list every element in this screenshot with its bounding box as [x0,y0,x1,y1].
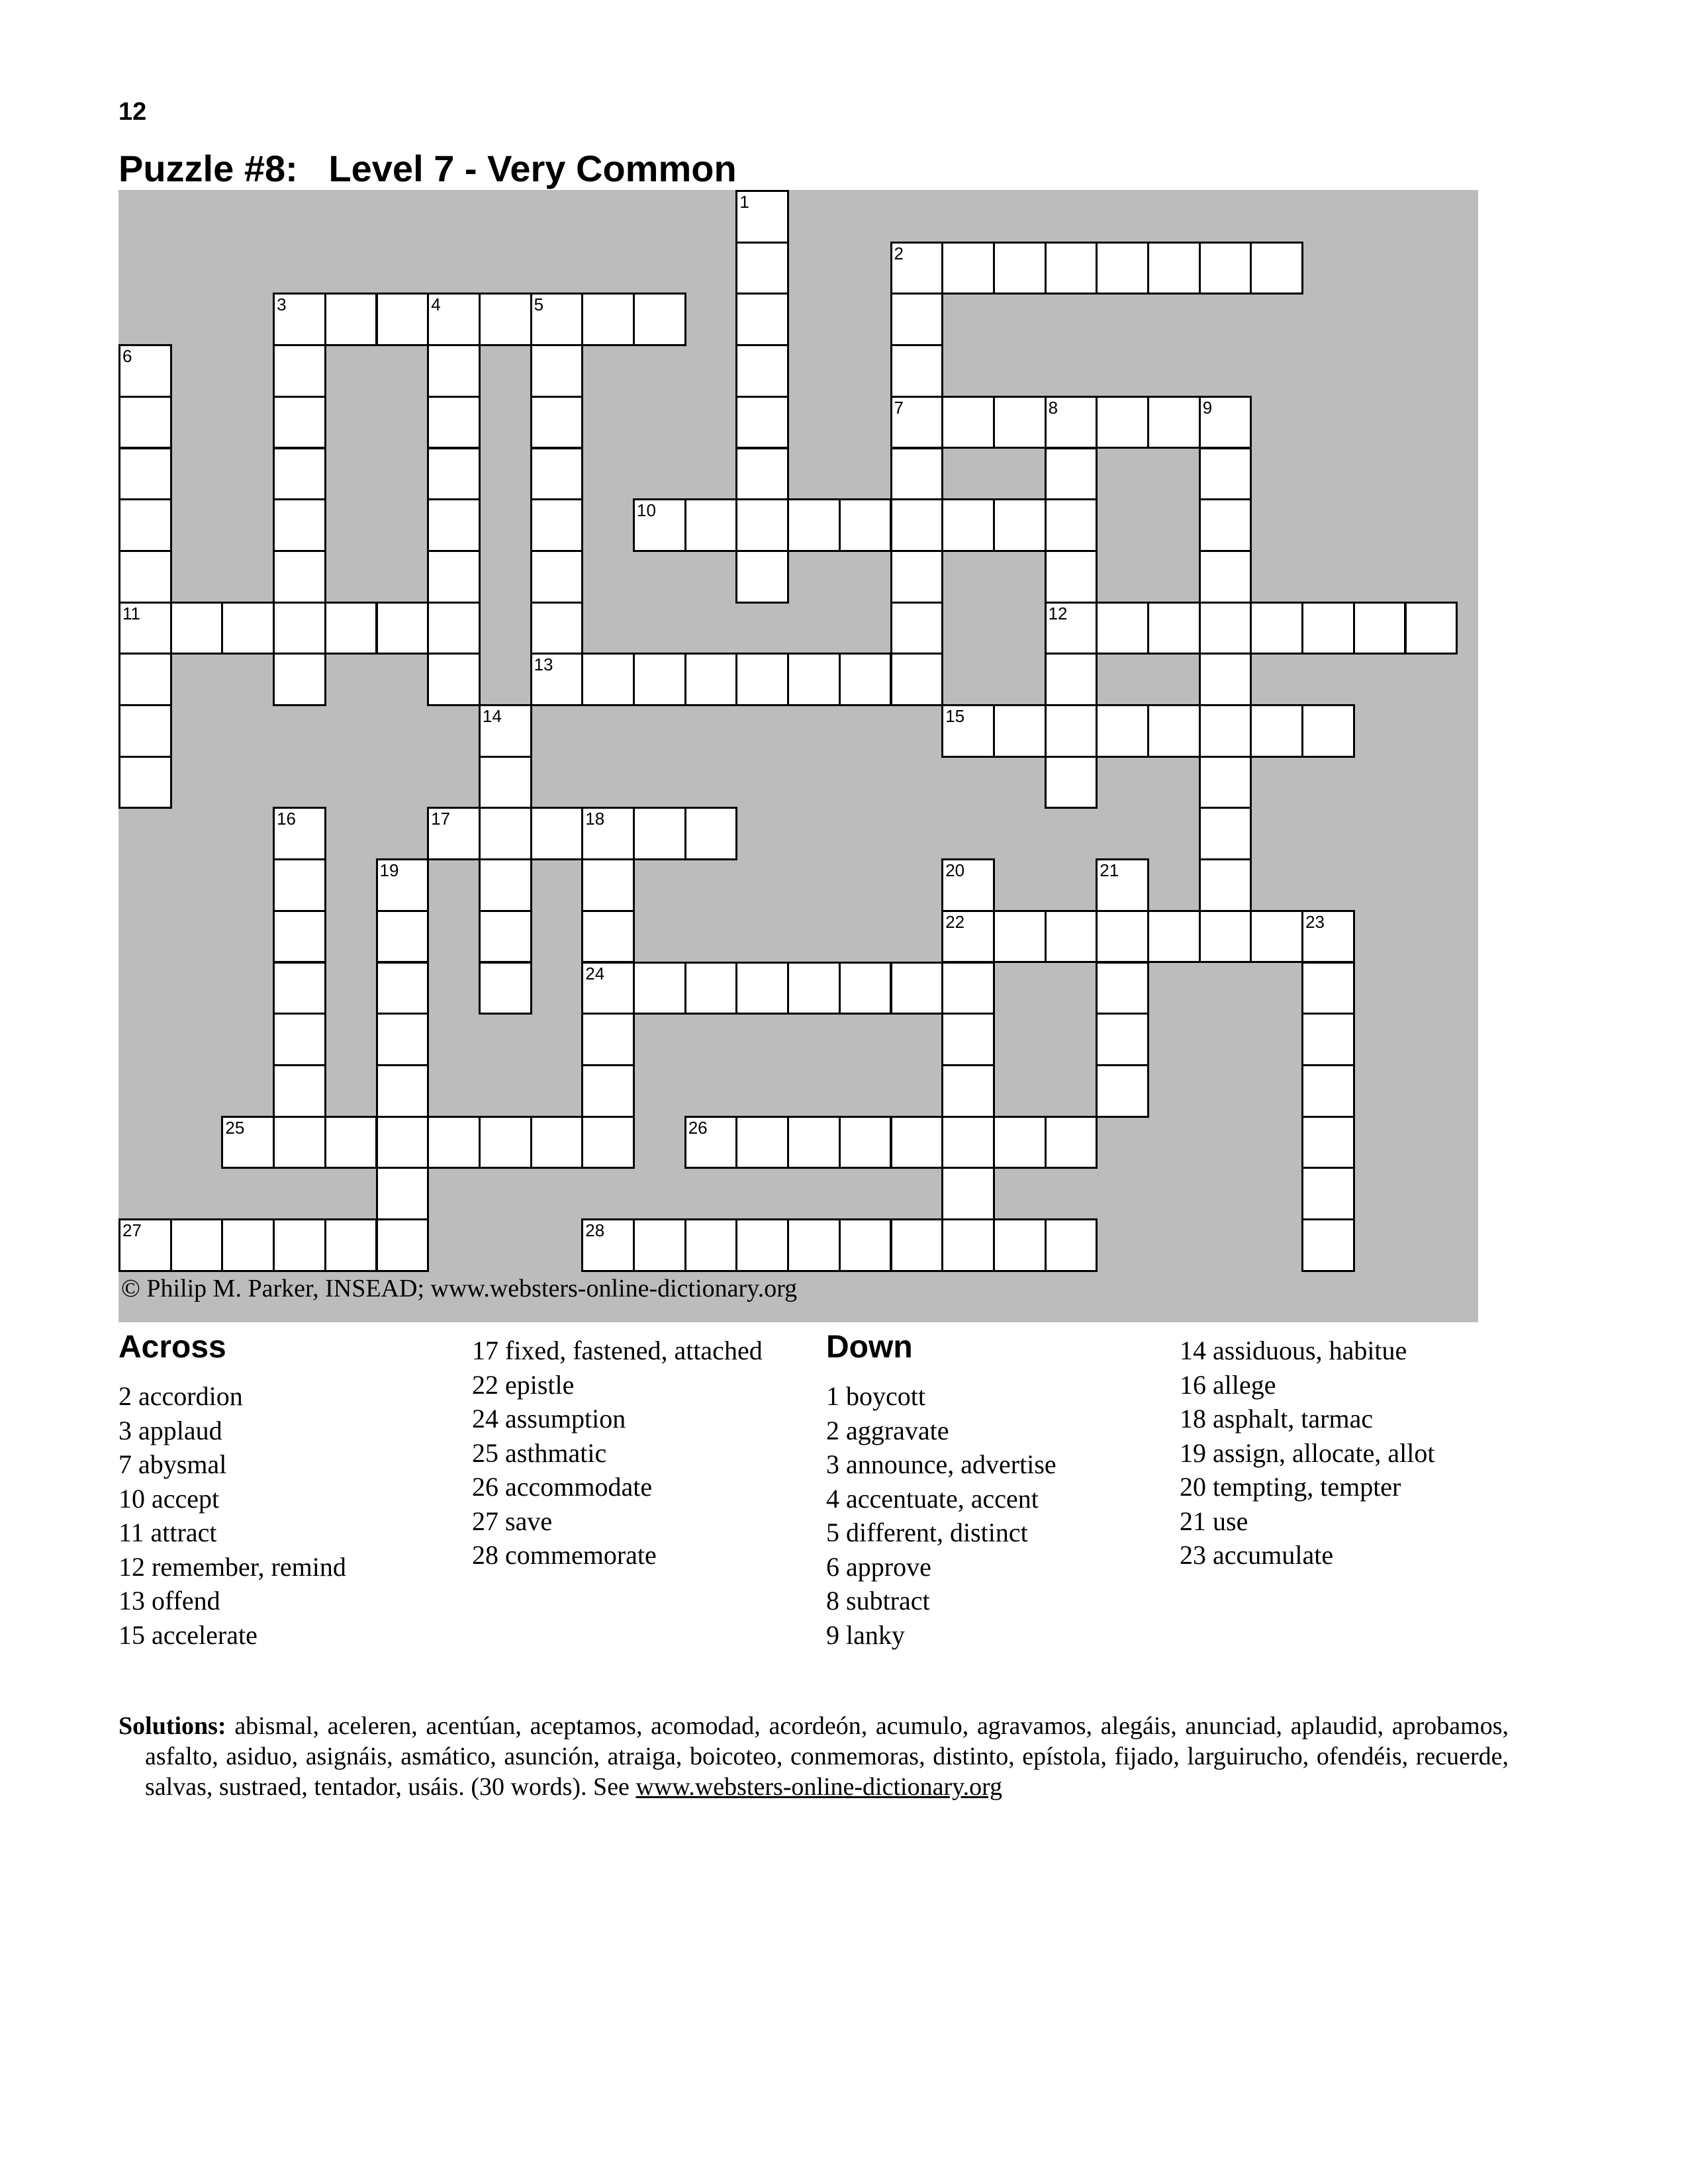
down-clue: 6 approve [826,1551,931,1582]
grid-cell[interactable] [1199,858,1252,912]
grid-cell[interactable] [170,1218,224,1272]
grid-cell[interactable] [1045,910,1098,964]
grid-cell[interactable] [427,447,481,501]
grid-cell[interactable] [1199,242,1252,295]
grid-cell[interactable] [376,1218,430,1272]
cell-number: 8 [1048,397,1058,418]
grid-cell[interactable] [890,962,944,1015]
grid-cell[interactable] [633,962,686,1015]
down-clue: 4 accentuate, accent [826,1483,1039,1514]
down-clue: 18 asphalt, tarmac [1180,1404,1374,1433]
grid-cell[interactable] [530,447,584,501]
grid-cell[interactable] [1301,602,1355,655]
down-clue: 1 boycott [826,1381,925,1411]
grid-cell[interactable] [735,344,789,398]
grid-cell[interactable] [735,1218,789,1272]
down-heading: Down [826,1330,913,1365]
down-clue: 9 lanky [826,1619,905,1650]
across-clue: 13 offend [118,1586,220,1615]
grid-cell[interactable] [1301,1218,1355,1272]
grid-cell[interactable] [376,1013,430,1066]
cell-number: 22 [945,911,965,932]
grid-cell[interactable] [1199,396,1252,449]
crossword-grid [118,190,1478,1322]
cell-number: 20 [945,860,965,881]
grid-cell[interactable] [633,653,686,706]
cell-number: 13 [534,655,553,675]
grid-cell[interactable] [427,396,481,449]
grid-cell[interactable] [427,653,481,706]
grid-cell[interactable] [890,447,944,501]
grid-cell[interactable] [273,293,326,346]
grid-cell[interactable] [479,807,532,860]
cell-number: 19 [379,860,399,881]
grid-cell[interactable] [787,1218,841,1272]
cell-number: 3 [277,295,287,315]
grid-cell[interactable] [890,344,944,398]
grid-cell[interactable] [479,756,532,809]
grid-cell[interactable] [735,1116,789,1169]
grid-cell[interactable] [993,396,1047,449]
grid-cell[interactable] [684,498,738,552]
grid-cell[interactable] [839,1116,892,1169]
grid-cell[interactable] [941,962,995,1015]
grid-cell[interactable] [530,396,584,449]
down-clue: 2 aggravate [826,1415,949,1445]
grid-cell[interactable] [581,910,635,964]
grid-cell[interactable] [1301,1167,1355,1220]
grid-cell[interactable] [1096,602,1149,655]
grid-cell[interactable] [427,1116,481,1169]
cell-number: 11 [122,603,140,623]
grid-cell[interactable] [118,653,172,706]
grid-cell[interactable] [118,447,172,501]
grid-cell[interactable] [633,807,686,860]
grid-cell[interactable] [1250,910,1303,964]
grid-cell[interactable] [273,447,326,501]
grid-cell[interactable] [581,962,635,1015]
grid-cell[interactable] [479,1116,532,1169]
grid-cell[interactable] [1199,756,1252,809]
grid-cell[interactable] [993,242,1047,295]
across-clue: 3 applaud [118,1415,222,1445]
cell-number: 16 [277,809,297,829]
grid-cell[interactable] [479,858,532,912]
grid-cell[interactable] [839,962,892,1015]
grid-cell[interactable] [273,858,326,912]
grid-cell[interactable] [273,498,326,552]
grid-cell[interactable] [273,1064,326,1118]
grid-cell[interactable] [273,602,326,655]
grid-cell[interactable] [479,704,532,758]
grid-cell[interactable] [1147,396,1201,449]
cell-number: 24 [585,963,605,983]
grid-cell[interactable] [890,242,944,295]
grid-cell[interactable] [787,653,841,706]
down-clue: 23 accumulate [1180,1540,1334,1570]
grid-cell[interactable] [1147,242,1201,295]
grid-cell[interactable] [1250,602,1303,655]
grid-cell[interactable] [839,1218,892,1272]
grid-cell[interactable] [1199,498,1252,552]
grid-cell[interactable] [376,858,430,912]
grid-cell[interactable] [581,1116,635,1169]
grid-cell[interactable] [1147,704,1201,758]
grid-cell[interactable] [581,1218,635,1272]
grid-cell[interactable] [221,602,275,655]
grid-cell[interactable] [1199,807,1252,860]
cell-number: 4 [431,295,441,315]
solutions-label: Solutions: [118,1712,226,1740]
grid-cell[interactable] [1301,962,1355,1015]
grid-cell[interactable] [787,498,841,552]
grid-cell[interactable] [890,1116,944,1169]
grid-cell[interactable] [1147,602,1201,655]
grid-cell[interactable] [735,498,789,552]
grid-cell[interactable] [633,498,686,552]
down-clue: 16 allege [1180,1369,1276,1400]
grid-cell[interactable] [1250,704,1303,758]
grid-cell[interactable] [530,498,584,552]
grid-cell[interactable] [735,293,789,346]
grid-cell[interactable] [633,293,686,346]
grid-cell[interactable] [1045,396,1098,449]
grid-cell[interactable] [890,1218,944,1272]
grid-cell[interactable] [684,1116,738,1169]
across-clue: 11 attract [118,1518,217,1547]
grid-cell[interactable] [890,293,944,346]
grid-cell[interactable] [735,447,789,501]
grid-cell[interactable] [684,962,738,1015]
grid-cell[interactable] [787,1116,841,1169]
cell-number: 1 [739,192,749,212]
grid-cell[interactable] [273,962,326,1015]
grid-cell[interactable] [427,498,481,552]
grid-cell[interactable] [581,653,635,706]
grid-cell[interactable] [530,653,584,706]
across-clue-list-continued [472,1334,776,1572]
across-clue: 22 epistle [472,1369,575,1400]
grid-cell[interactable] [1199,910,1252,964]
across-clue: 25 asthmatic [472,1437,607,1468]
grid-cell[interactable] [273,344,326,398]
cell-number: 9 [1202,397,1213,418]
cell-number: 21 [1100,860,1119,881]
solutions-text: abismal, aceleren, acentúan, aceptamos, acomodad, acordeón, acumulo, agravamos, alegáis, anunciad, aplaudid, aprobamos, asfalto, asiduo, asignáis, asmático, asunción, atraiga, boicoteo, conmemoras, distinto, epístola, fijado, larguirucho, ofendéis, recuerde, salvas, sustraed, tentador, usáis. (30 words). See [145,1712,1509,1801]
grid-cell[interactable] [839,653,892,706]
grid-cell[interactable] [735,550,789,604]
grid-cell[interactable] [581,858,635,912]
cell-number: 28 [585,1220,605,1240]
across-clue: 17 fixed, fastened, attached [472,1336,763,1365]
solutions-link[interactable]: www.websters-online-dictionary.org [635,1773,1003,1801]
grid-cell[interactable] [221,1116,275,1169]
grid-cell[interactable] [273,396,326,449]
cell-number: 18 [585,809,605,829]
grid-cell[interactable] [479,293,532,346]
grid-cell[interactable] [735,190,789,244]
grid-cell[interactable] [273,1218,326,1272]
grid-cell[interactable] [427,550,481,604]
grid-cell[interactable] [530,807,584,860]
grid-cell[interactable] [273,910,326,964]
grid-cell[interactable] [941,910,995,964]
page-number: 12 [118,98,147,126]
across-clue: 2 accordion [118,1381,243,1411]
grid-cell[interactable] [1045,704,1098,758]
grid-cell[interactable] [1096,1064,1149,1118]
grid-cell[interactable] [735,242,789,295]
grid-cell[interactable] [118,498,172,552]
grid-cell[interactable] [993,1116,1047,1169]
grid-cell[interactable] [1096,858,1149,912]
grid-cell[interactable] [273,653,326,706]
grid-cell[interactable] [1199,602,1252,655]
grid-cell[interactable] [735,653,789,706]
grid-cell[interactable] [941,1167,995,1220]
grid-cell[interactable] [1301,1013,1355,1066]
grid-cell[interactable] [1045,653,1098,706]
grid-cell[interactable] [273,1013,326,1066]
grid-cell[interactable] [1045,602,1098,655]
grid-cell[interactable] [1096,910,1149,964]
across-clue: 7 abysmal [118,1449,227,1479]
grid-cell[interactable] [118,396,172,449]
grid-cell[interactable] [530,550,584,604]
down-clue-list [826,1379,1056,1652]
grid-cell[interactable] [1096,1013,1149,1066]
grid-cell[interactable] [941,242,995,295]
down-clue-list-continued [1180,1334,1511,1572]
grid-cell[interactable] [324,602,378,655]
grid-cell[interactable] [941,858,995,912]
grid-cell[interactable] [1250,242,1303,295]
grid-cell[interactable] [684,1218,738,1272]
grid-cell[interactable] [941,1116,995,1169]
grid-cell[interactable] [941,704,995,758]
grid-cell[interactable] [1096,242,1149,295]
down-clue: 14 assiduous, habitue [1180,1336,1407,1365]
grid-cell[interactable] [376,962,430,1015]
grid-cell[interactable] [993,704,1047,758]
grid-cell[interactable] [735,396,789,449]
across-clue: 10 accept [118,1483,220,1514]
grid-cell[interactable] [1301,910,1355,964]
grid-cell[interactable] [427,344,481,398]
grid-cell[interactable] [273,807,326,860]
grid-cell[interactable] [993,1218,1047,1272]
grid-cell[interactable] [890,653,944,706]
grid-cell[interactable] [993,910,1047,964]
grid-cell[interactable] [1147,910,1201,964]
copyright-notice: © Philip M. Parker, INSEAD; www.websters-online-dictionary.org [121,1275,798,1302]
grid-cell[interactable] [324,1116,378,1169]
grid-cell[interactable] [1096,704,1149,758]
grid-cell[interactable] [1199,447,1252,501]
cell-number: 2 [894,243,904,263]
grid-cell[interactable] [1301,704,1355,758]
grid-cell[interactable] [376,293,430,346]
solutions [118,1711,1509,1802]
grid-cell[interactable] [1045,447,1098,501]
down-clue: 21 use [1180,1506,1248,1536]
grid-cell[interactable] [376,602,430,655]
cell-number: 25 [225,1117,245,1138]
grid-cell[interactable] [1199,704,1252,758]
grid-cell[interactable] [427,293,481,346]
grid-cell[interactable] [890,602,944,655]
grid-cell[interactable] [273,550,326,604]
cell-number: 27 [122,1220,142,1240]
grid-cell[interactable] [633,1218,686,1272]
cell-number: 23 [1305,911,1325,932]
grid-cell[interactable] [530,344,584,398]
grid-cell[interactable] [581,1064,635,1118]
grid-cell[interactable] [787,962,841,1015]
down-clue: 5 different, distinct [826,1518,1028,1547]
grid-cell[interactable] [890,498,944,552]
grid-cell[interactable] [118,344,172,398]
grid-cell[interactable] [581,807,635,860]
puzzle-title: Puzzle #8: Level 7 - Very Common [118,148,737,189]
grid-cell[interactable] [1301,1064,1355,1118]
grid-cell[interactable] [530,602,584,655]
grid-cell[interactable] [427,807,481,860]
cell-number: 10 [637,500,656,521]
grid-cell[interactable] [1353,602,1407,655]
grid-cell[interactable] [941,1013,995,1066]
grid-cell[interactable] [684,807,738,860]
cell-number: 6 [122,346,132,367]
grid-cell[interactable] [1045,756,1098,809]
across-clue: 24 assumption [472,1404,626,1433]
grid-cell[interactable] [1096,396,1149,449]
grid-cell[interactable] [530,1116,584,1169]
grid-cell[interactable] [118,1218,172,1272]
grid-cell[interactable] [890,550,944,604]
cell-number: 15 [945,706,965,726]
grid-cell[interactable] [324,293,378,346]
grid-cell[interactable] [941,1064,995,1118]
grid-cell[interactable] [479,962,532,1015]
grid-cell[interactable] [1045,1116,1098,1169]
grid-cell[interactable] [530,293,584,346]
grid-cell[interactable] [376,1167,430,1220]
cell-number: 17 [431,809,451,829]
grid-cell[interactable] [1301,1116,1355,1169]
grid-cell[interactable] [1096,962,1149,1015]
grid-cell[interactable] [581,293,635,346]
cell-number: 14 [482,706,502,726]
grid-cell[interactable] [890,396,944,449]
grid-cell[interactable] [941,396,995,449]
grid-cell[interactable] [118,704,172,758]
down-clue: 3 announce, advertise [826,1449,1056,1479]
grid-cell[interactable] [581,1013,635,1066]
across-clue: 26 accommodate [472,1472,653,1502]
grid-cell[interactable] [1045,242,1098,295]
cell-number: 5 [534,295,544,315]
grid-cell[interactable] [1405,602,1458,655]
down-clue: 20 tempting, tempter [1180,1472,1401,1502]
down-clue: 19 assign, allocate, allot [1180,1437,1435,1468]
grid-cell[interactable] [118,550,172,604]
across-clue: 15 accelerate [118,1619,258,1650]
grid-cell[interactable] [941,498,995,552]
across-clue-list [118,1379,346,1652]
down-clue: 8 subtract [826,1586,930,1615]
grid-cell[interactable] [324,1218,378,1272]
grid-cell[interactable] [941,1218,995,1272]
grid-cell[interactable] [118,756,172,809]
grid-cell[interactable] [1045,550,1098,604]
across-clue: 12 remember, remind [118,1551,346,1582]
grid-cell[interactable] [1045,498,1098,552]
grid-cell[interactable] [221,1218,275,1272]
grid-cell[interactable] [839,498,892,552]
cell-number: 12 [1048,603,1068,623]
cell-number: 7 [894,397,904,418]
grid-cell[interactable] [1199,550,1252,604]
grid-cell[interactable] [427,602,481,655]
grid-cell[interactable] [1045,1218,1098,1272]
grid-cell[interactable] [118,602,172,655]
grid-cell[interactable] [376,1116,430,1169]
grid-cell[interactable] [376,1064,430,1118]
grid-cell[interactable] [273,1116,326,1169]
grid-cell[interactable] [684,653,738,706]
grid-cell[interactable] [735,962,789,1015]
cell-number: 26 [688,1117,708,1138]
across-clue: 27 save [472,1506,553,1536]
grid-cell[interactable] [993,498,1047,552]
across-heading: Across [118,1330,226,1365]
grid-cell[interactable] [479,910,532,964]
grid-cell[interactable] [1199,653,1252,706]
across-clue: 28 commemorate [472,1540,657,1570]
grid-cell[interactable] [170,602,224,655]
grid-cell[interactable] [376,910,430,964]
